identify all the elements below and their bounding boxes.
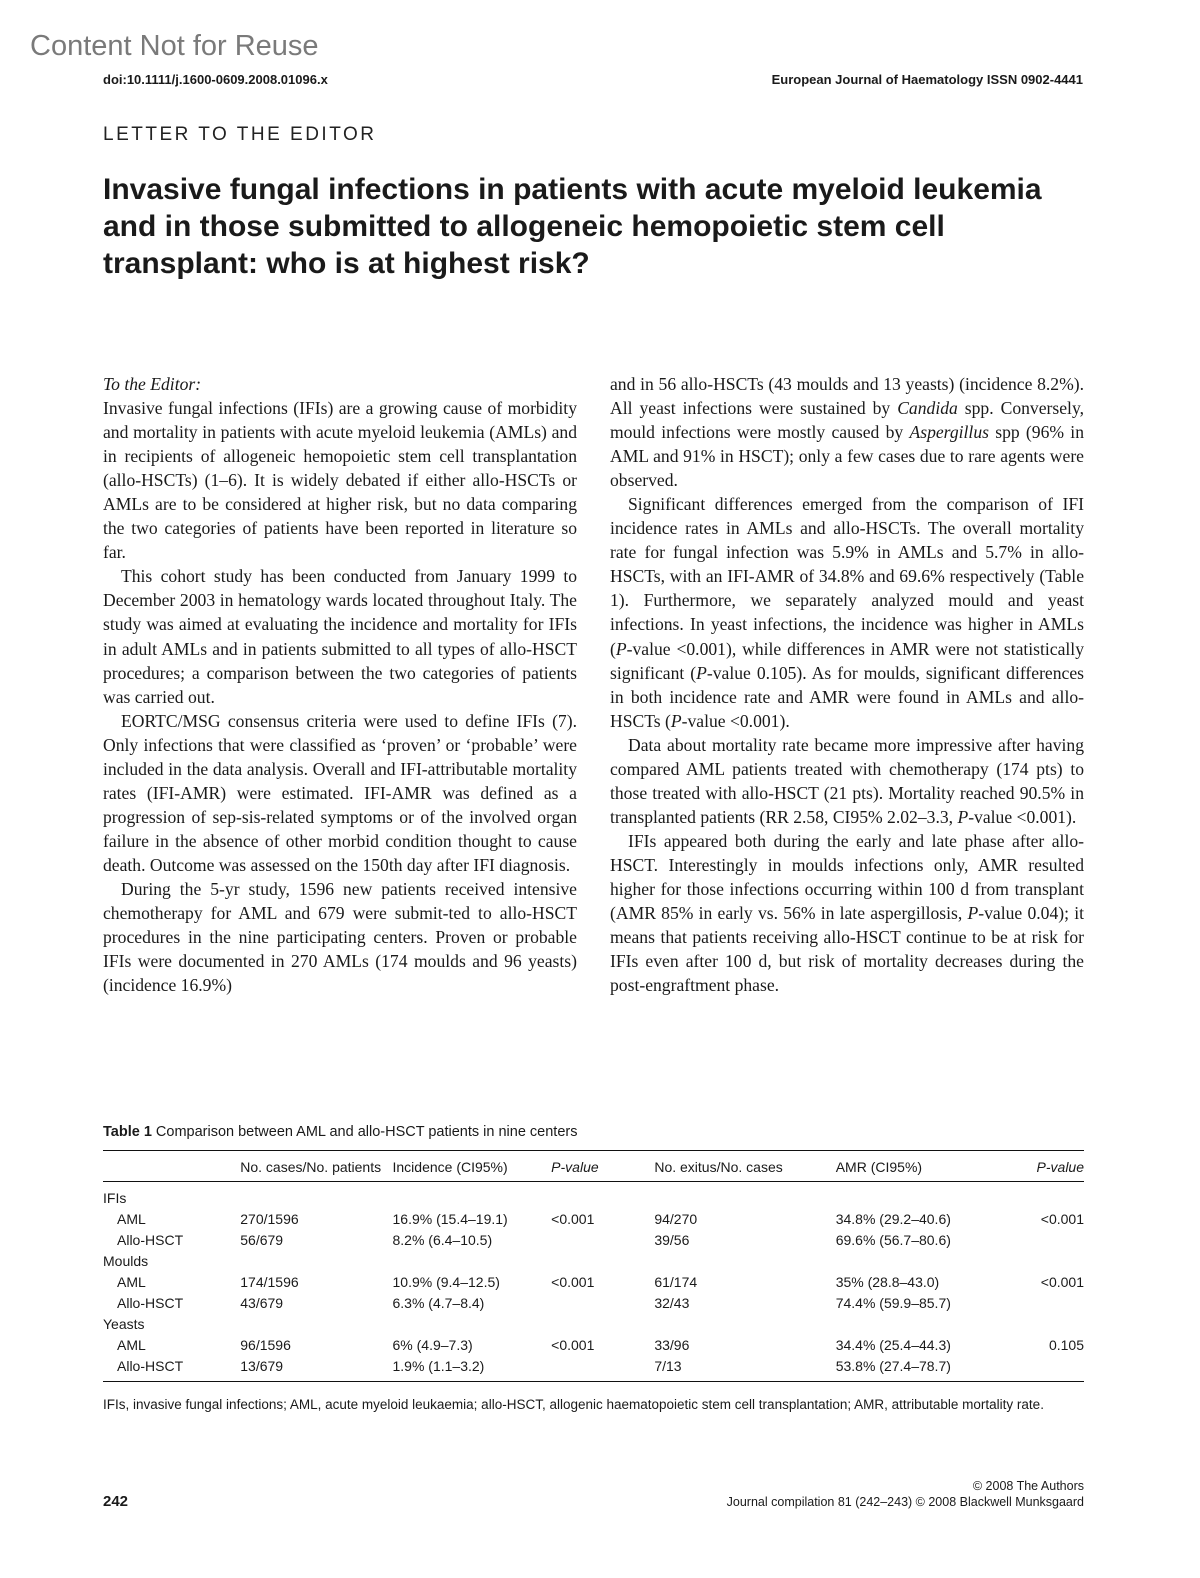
table-caption-text: Comparison between AML and allo-HSCT patients in nine centers [155, 1124, 578, 1140]
table-cell: 39/56 [654, 1232, 690, 1248]
table-cell: <0.001 [551, 1274, 595, 1290]
table-caption-label: Table 1 [103, 1124, 152, 1140]
table-cell: Allo-HSCT [117, 1295, 184, 1311]
section-label: LETTER TO THE EDITOR [103, 124, 377, 145]
table-body [103, 1182, 1084, 1382]
table-cell: 8.2% (6.4–10.5) [392, 1232, 493, 1248]
paragraph: Data about mortality rate became more impressive after having compared AML patients treated with chemotherapy (174 pts) to those treated with allo-HSCT (21 pts). Mortality reached 90.5% in transplanted patients (RR 2.58, CI95% 2.02–3.3, P-value <0.001). [610, 734, 1084, 827]
table-cell [551, 1293, 654, 1314]
table-row [103, 1272, 1084, 1293]
table-cell: <0.001 [1040, 1274, 1084, 1290]
table-cell [551, 1230, 654, 1251]
page-number: 242 [103, 1493, 129, 1510]
article-title: Invasive fungal infections in patients with acute myeloid leukemia and in those submitted to allogeneic hemopoietic stem cell transplant: who is at highest risk? [103, 173, 1042, 280]
table-cell: 43/679 [240, 1295, 284, 1311]
table-row [103, 1356, 1084, 1382]
table-cell: Allo-HSCT [103, 1356, 240, 1382]
copyright-notice [727, 1478, 1084, 1510]
salutation: To the Editor: [103, 374, 202, 394]
table-group-label: Yeasts [103, 1316, 145, 1332]
table-cell: 69.6% (56.7–80.6) [835, 1232, 951, 1248]
right-column [610, 372, 1084, 997]
table-cell: 16.9% (15.4–19.1) [392, 1211, 508, 1227]
journal-name: European Journal of Haematology ISSN 0902-4441 [771, 72, 1083, 87]
table-row [103, 1293, 1084, 1314]
table-header-cell: No. exitus/No. cases [654, 1151, 835, 1182]
table-cell: 7/13 [654, 1356, 835, 1382]
copyright-line: Journal compilation 81 (242–243) © 2008 Blackwell Munksgaard [726, 1495, 1084, 1509]
table-cell: 0.105 [1048, 1337, 1084, 1353]
table-group-row [103, 1314, 1084, 1335]
table-cell: 32/43 [654, 1295, 690, 1311]
table-group-label: Moulds [103, 1253, 149, 1269]
table-cell: 1.9% (1.1–3.2) [393, 1356, 552, 1382]
table-row [103, 1209, 1084, 1230]
results-table [103, 1150, 1084, 1382]
table-cell: 34.4% (25.4–44.3) [835, 1337, 951, 1353]
paragraph: and in 56 allo-HSCTs (43 moulds and 13 yeasts) (incidence 8.2%). All yeast infections were sustained by Candida spp. Conversely, mould infections were mostly caused by Aspergillus spp (96% in AML and 91% in HSCT); only a few cases due to rare agents were observed. [610, 374, 1084, 491]
left-column [103, 372, 577, 997]
table-cell: 6% (4.9–7.3) [392, 1337, 473, 1353]
table-cell: 13/679 [240, 1356, 392, 1382]
table-cell: <0.001 [1040, 1211, 1084, 1227]
table-footnote: IFIs, invasive fungal infections; AML, acute myeloid leukaemia; allo-HSCT, allogenic haematopoietic stem cell transplantation; AMR, attributable mortality rate. [103, 1397, 1044, 1412]
paragraph: During the 5-yr study, 1596 new patients received intensive chemotherapy for AML and 679 were submit-ted to allo-HSCT procedures in the nine participating centers. Proven or probable IFIs were documented in 270 AMLs (174 moulds and 96 yeasts) (incidence 16.9%) [103, 878, 577, 996]
table-cell: <0.001 [551, 1337, 595, 1353]
table-cell: AML [117, 1274, 146, 1290]
table-row [103, 1335, 1084, 1356]
table-cell: <0.001 [551, 1211, 595, 1227]
table-header-cell: No. cases/No. patients [240, 1151, 392, 1182]
table-cell: Allo-HSCT [117, 1232, 184, 1248]
table-header-cell: P-value [985, 1151, 1084, 1182]
watermark: Content Not for Reuse [30, 30, 319, 62]
table-group-label: IFIs [103, 1190, 127, 1206]
doi-link[interactable]: doi:10.1111/j.1600-0609.2008.01096.x [103, 72, 328, 87]
table-cell: 270/1596 [240, 1211, 299, 1227]
table-cell: 35% (28.8–43.0) [835, 1274, 940, 1290]
copyright-line: © 2008 The Authors [972, 1479, 1084, 1493]
table-header-row [103, 1151, 1084, 1182]
table-cell: 94/270 [654, 1211, 698, 1227]
table-header-cell: Incidence (CI95%) [393, 1151, 552, 1182]
table-group-row [103, 1251, 1084, 1272]
table-header-cell: P-value [551, 1151, 654, 1182]
table-header-cell: AMR (CI95%) [836, 1151, 985, 1182]
table-cell: 33/96 [654, 1337, 690, 1353]
table-cell: 56/679 [240, 1232, 284, 1248]
paragraph: EORTC/MSG consensus criteria were used to define IFIs (7). Only infections that were classified as ‘proven’ or ‘probable’ were included in the data analysis. Overall and IFI-attributable mortality rates (IFI-AMR) were estimated. IFI-AMR was defined as a progression of sep-sis-related symptoms or of the involved organ failure in the absence of other morbid condition thought to cause death. Outcome was assessed on the 150th day after IFI diagnosis. [103, 710, 577, 875]
table-caption [103, 1124, 577, 1140]
table-cell [985, 1230, 1084, 1251]
table-row [103, 1230, 1084, 1251]
table-cell: 74.4% (59.9–85.7) [835, 1295, 951, 1311]
table-cell: 61/174 [654, 1274, 698, 1290]
paragraph: IFIs appeared both during the early and late phase after allo-HSCT. Interestingly in moulds infections only, AMR resulted higher for those infections occurring within 100 d from transplant (AMR 85% in early vs. 56% in late aspergillosis, P-value 0.04); it means that patients receiving allo-HSCT continue to be at risk for IFIs even after 100 d, but risk of mortality decreases during the post-engraftment phase. [610, 830, 1084, 996]
table-cell: 6.3% (4.7–8.4) [392, 1295, 485, 1311]
table-cell: 10.9% (9.4–12.5) [392, 1274, 500, 1290]
paragraph: Invasive fungal infections (IFIs) are a growing cause of morbidity and mortality in patients with acute myeloid leukemia (AMLs) and in recipients of allogeneic hemopoietic stem cell transplantation (allo-HSCTs) (1–6). It is widely debated if either allo-HSCTs or AMLs are to be considered at higher risk, but no data comparing the two categories of patients have been reported in literature so far. [103, 398, 577, 563]
table-cell: 174/1596 [240, 1274, 299, 1290]
table-cell: AML [117, 1211, 146, 1227]
table-cell: 96/1596 [240, 1337, 291, 1353]
table-group-row [103, 1182, 1084, 1210]
table-cell [985, 1356, 1084, 1382]
table-cell: 34.8% (29.2–40.6) [835, 1211, 951, 1227]
table-cell: 53.8% (27.4–78.7) [836, 1356, 985, 1382]
table-cell [551, 1356, 654, 1382]
table-header-cell [103, 1151, 240, 1182]
paragraph: This cohort study has been conducted from January 1999 to December 2003 in hematology wards located throughout Italy. The study was aimed at evaluating the incidence and mortality for IFIs in adult AMLs and in patients submitted to all types of allo-HSCT procedures; a comparison between the two categories of patients was carried out. [103, 566, 577, 707]
paragraph: Significant differences emerged from the comparison of IFI incidence rates in AMLs and allo-HSCTs. The overall mortality rate for fungal infection was 5.9% in AMLs and 5.7% in allo-HSCTs, with an IFI-AMR of 34.8% and 69.6% respectively (Table 1). Furthermore, we separately analyzed mould and yeast infections. In yeast infections, the incidence was higher in AMLs (P-value <0.001), while differences in AMR were not statistically significant (P-value 0.105). As for moulds, significant differences in both incidence rate and AMR were found in AMLs and allo-HSCTs (P-value <0.001). [610, 494, 1084, 731]
table-cell: AML [117, 1337, 146, 1353]
table-cell [985, 1293, 1084, 1314]
